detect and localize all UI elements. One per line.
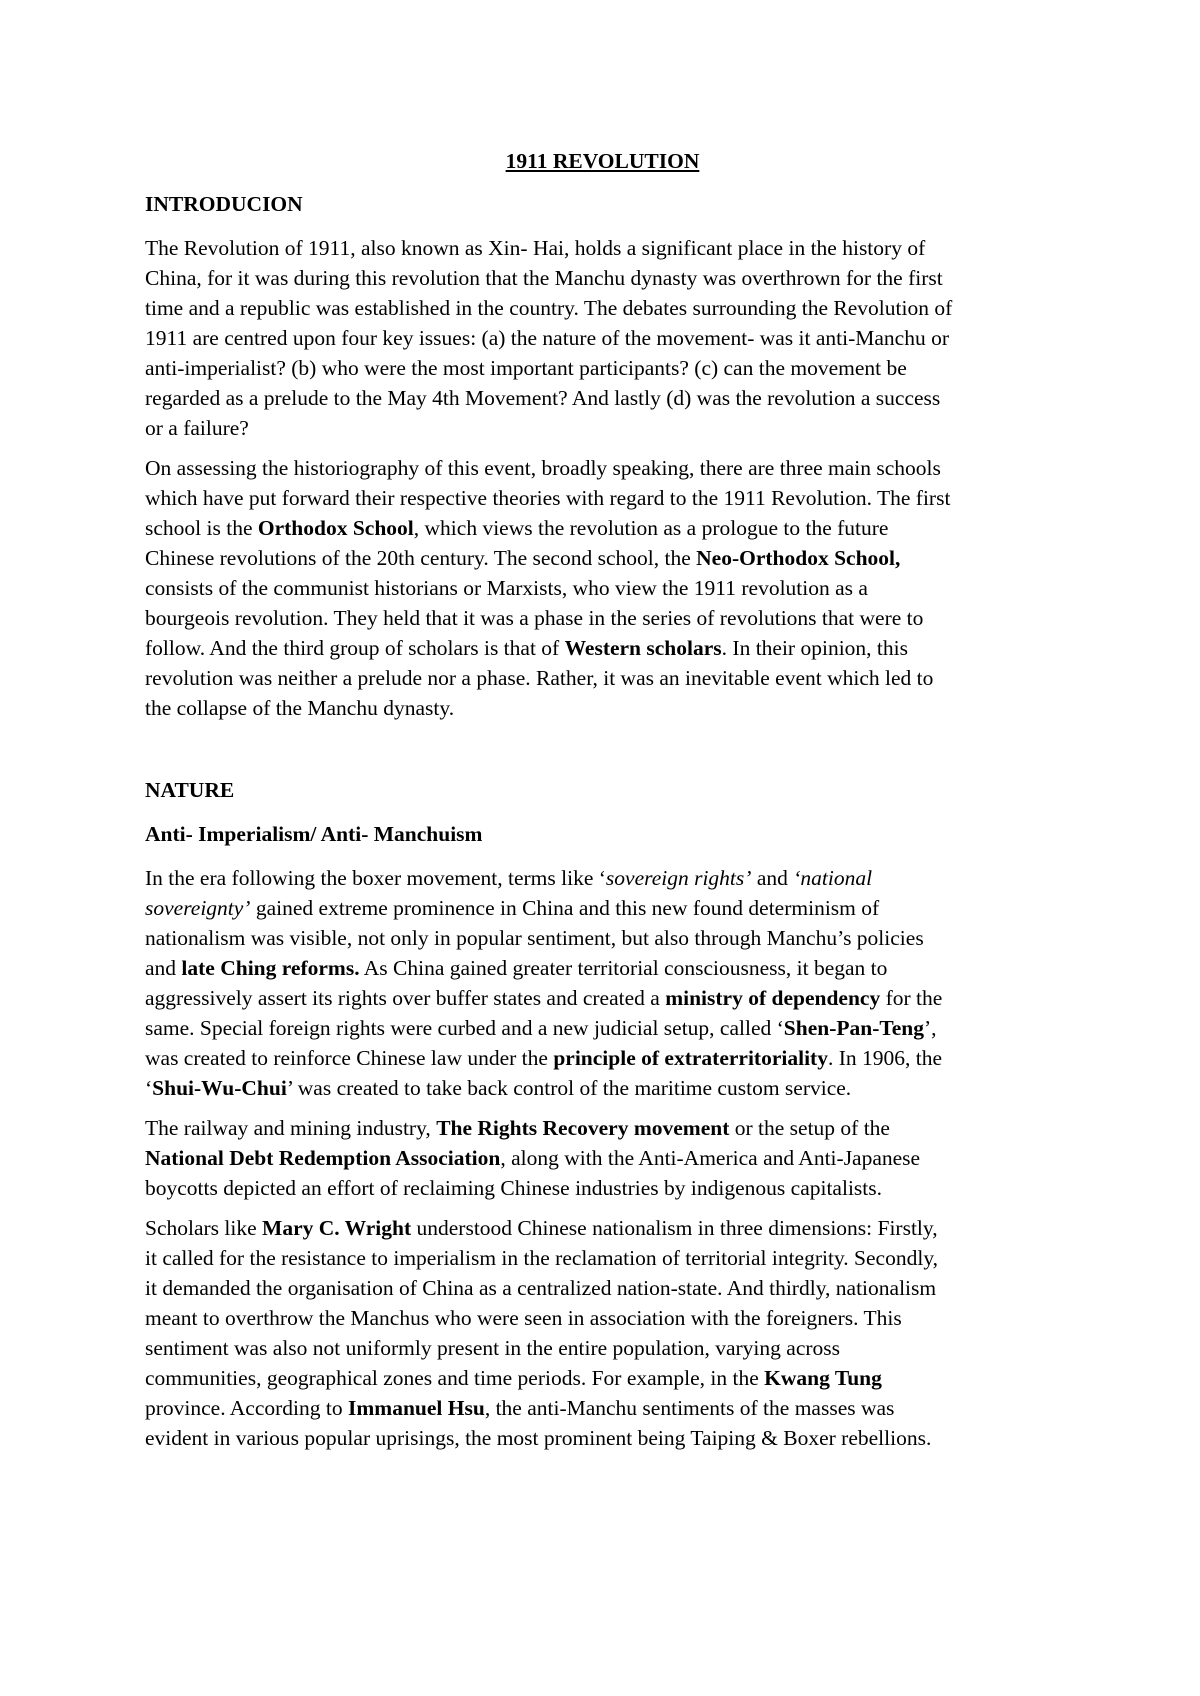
text-line: evident in various popular uprisings, the most prominent being Taiping & Boxer rebellions. — [145, 1426, 932, 1450]
nature-subheading: Anti- Imperialism/ Anti- Manchuism — [145, 822, 483, 846]
nature-paragraph-1 — [145, 863, 1060, 1103]
bold-term: National Debt Redemption Association — [145, 1146, 501, 1170]
text-line: bourgeois revolution. They held that it was a phase in the series of revolutions that were to — [145, 606, 924, 630]
bold-term: principle of extraterritoriality — [553, 1046, 828, 1070]
text-line: the collapse of the Manchu dynasty. — [145, 696, 455, 720]
text-line: consists of the communist historians or Marxists, who view the 1911 revolution as a — [145, 576, 868, 600]
text-line: nationalism was visible, not only in popular sentiment, but also through Manchu’s policies — [145, 926, 924, 950]
text-line: In the era following the boxer movement, terms like ‘sovereign rights’ and ‘national — [145, 866, 873, 890]
italic-term: sovereignty’ — [145, 896, 251, 920]
text-line: province. According to Immanuel Hsu, the anti-Manchu sentiments of the masses was — [145, 1396, 895, 1420]
section-spacer — [145, 733, 1060, 775]
text-line: The Revolution of 1911, also known as Xin- Hai, holds a significant place in the history of — [145, 236, 926, 260]
bold-term: Western scholars — [564, 636, 722, 660]
text-line: anti-imperialist? (b) who were the most important participants? (c) can the movement be — [145, 356, 907, 380]
text-line: regarded as a prelude to the May 4th Movement? And lastly (d) was the revolution a success — [145, 386, 941, 410]
text-line: ‘Shui-Wu-Chui’ was created to take back control of the maritime custom service. — [145, 1076, 852, 1100]
introduction-heading: INTRODUCION — [145, 192, 303, 216]
text-line: China, for it was during this revolution that the Manchu dynasty was overthrown for the first — [145, 266, 943, 290]
bold-term: Shui-Wu-Chui — [152, 1076, 287, 1100]
text-line: or a failure? — [145, 416, 249, 440]
text-line: revolution was neither a prelude nor a phase. Rather, it was an inevitable event which led to — [145, 666, 934, 690]
text-line: it called for the resistance to imperialism in the reclamation of territorial integrity. Secondly, — [145, 1246, 939, 1270]
text-line: same. Special foreign rights were curbed and a new judicial setup, called ‘Shen-Pan-Teng’, — [145, 1016, 937, 1040]
text-line: which have put forward their respective theories with regard to the 1911 Revolution. The first — [145, 486, 951, 510]
bold-term: The Rights Recovery movement — [436, 1116, 730, 1140]
text-line: school is the Orthodox School, which views the revolution as a prologue to the future — [145, 516, 889, 540]
text-line: meant to overthrow the Manchus who were seen in association with the foreigners. This — [145, 1306, 902, 1330]
bold-term: Shen-Pan-Teng — [783, 1016, 924, 1040]
text-line: time and a republic was established in the country. The debates surrounding the Revolution of — [145, 296, 953, 320]
bold-term: Immanuel Hsu — [348, 1396, 485, 1420]
text-line: aggressively assert its rights over buffer states and created a ministry of dependency for the — [145, 986, 943, 1010]
nature-paragraph-3 — [145, 1213, 1060, 1453]
bold-term: late Ching reforms. — [181, 956, 360, 980]
document-page — [145, 146, 1060, 1463]
text-line: On assessing the historiography of this event, broadly speaking, there are three main schools — [145, 456, 941, 480]
text-line: was created to reinforce Chinese law under the principle of extraterritoriality. In 1906, the — [145, 1046, 943, 1070]
text-line: communities, geographical zones and time periods. For example, in the Kwang Tung — [145, 1366, 882, 1390]
text-line: sovereignty’ gained extreme prominence in China and this new found determinism of — [145, 896, 880, 920]
bold-term: Kwang Tung — [764, 1366, 882, 1390]
intro-paragraph-1 — [145, 233, 1060, 443]
text-line: National Debt Redemption Association, along with the Anti-America and Anti-Japanese — [145, 1146, 921, 1170]
nature-paragraph-2 — [145, 1113, 1060, 1203]
bold-term: ministry of dependency — [665, 986, 881, 1010]
bold-term: Mary C. Wright — [262, 1216, 412, 1240]
text-line: Chinese revolutions of the 20th century. The second school, the Neo-Orthodox School, — [145, 546, 901, 570]
document-title: 1911 REVOLUTION — [505, 149, 700, 173]
text-line: 1911 are centred upon four key issues: (a) the nature of the movement- was it anti-Manchu or — [145, 326, 949, 350]
bold-term: Orthodox School — [257, 516, 414, 540]
italic-term: sovereign rights’ — [605, 866, 752, 890]
text-line: Scholars like Mary C. Wright understood Chinese nationalism in three dimensions: Firstly, — [145, 1216, 938, 1240]
nature-heading: NATURE — [145, 778, 235, 802]
bold-term: Neo-Orthodox School, — [696, 546, 901, 570]
text-line: it demanded the organisation of China as a centralized nation-state. And thirdly, nationalism — [145, 1276, 937, 1300]
intro-paragraph-2 — [145, 453, 1060, 723]
text-line: The railway and mining industry, The Rights Recovery movement or the setup of the — [145, 1116, 890, 1140]
text-line: and late Ching reforms. As China gained greater territorial consciousness, it began to — [145, 956, 888, 980]
italic-term: ‘national — [793, 866, 873, 890]
text-line: boycotts depicted an effort of reclaiming Chinese industries by indigenous capitalists. — [145, 1176, 883, 1200]
text-line: sentiment was also not uniformly present in the entire population, varying across — [145, 1336, 841, 1360]
text-line: follow. And the third group of scholars is that of Western scholars. In their opinion, this — [145, 636, 908, 660]
